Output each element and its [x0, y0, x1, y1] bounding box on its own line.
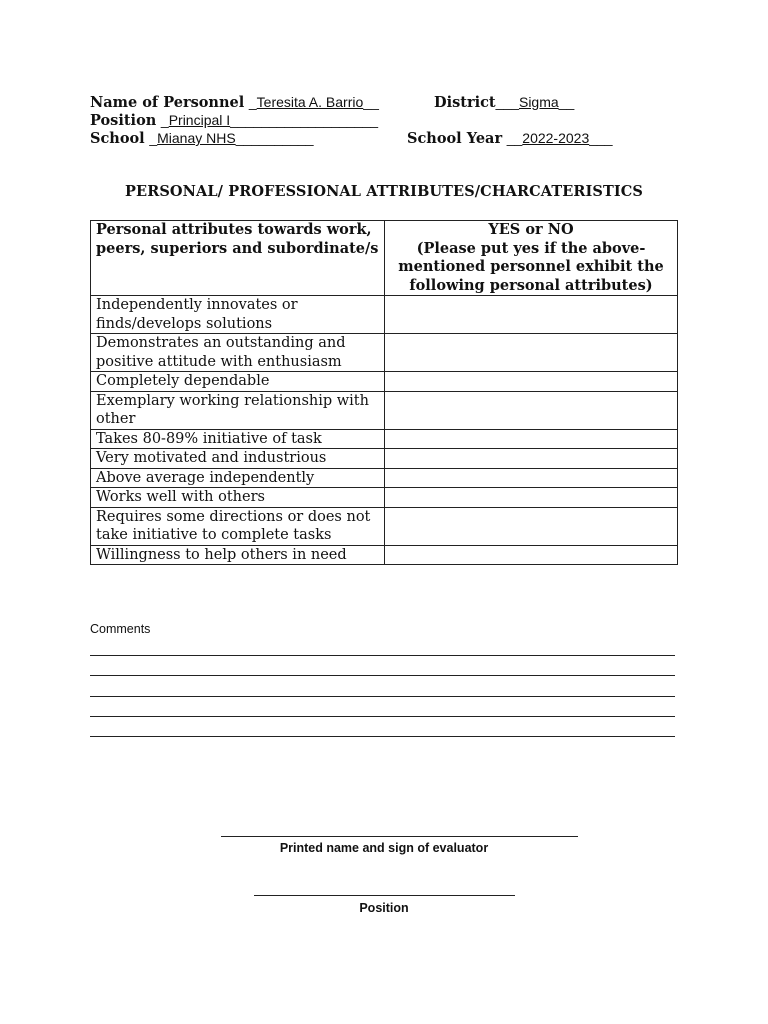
name-label: Name of Personnel — [90, 94, 245, 111]
school-year-label: School Year — [407, 130, 503, 147]
attribute-cell: Demonstrates an outstanding and positive attitude with enthusiasm — [91, 334, 385, 372]
evaluator-caption: Printed name and sign of evaluator — [279, 841, 489, 855]
attribute-cell: Completely dependable — [91, 372, 385, 392]
attribute-cell: Requires some directions or does not take initiative to complete tasks — [91, 507, 385, 545]
comment-line[interactable] — [90, 736, 675, 737]
header-row-school — [90, 129, 613, 147]
school-year-value[interactable]: __2022-2023___ — [506, 130, 613, 146]
table-row — [91, 296, 678, 334]
yes-no-answer-cell[interactable] — [385, 429, 678, 449]
yes-no-answer-cell[interactable] — [385, 391, 678, 429]
position-signature-line[interactable] — [254, 895, 515, 896]
school-label: School — [90, 130, 145, 147]
table-row — [91, 545, 678, 565]
yes-no-column-header — [385, 221, 678, 296]
yes-no-header-instruction: (Please put yes if the above-mentioned personnel exhibit the following personal attributes) — [398, 239, 664, 294]
attributes-table — [90, 220, 678, 565]
district-field — [434, 93, 574, 112]
attribute-cell: Exemplary working relationship with other — [91, 391, 385, 429]
comment-line[interactable] — [90, 716, 675, 717]
header-row-position — [90, 111, 379, 129]
attribute-cell: Above average independently — [91, 468, 385, 488]
district-label: District — [434, 94, 496, 111]
comment-line[interactable] — [90, 675, 675, 676]
name-value[interactable]: _Teresita A. Barrio__ — [248, 94, 379, 110]
attribute-cell: Takes 80-89% initiative of task — [91, 429, 385, 449]
table-header-row — [91, 221, 678, 296]
attribute-cell: Independently innovates or finds/develops solutions — [91, 296, 385, 334]
table-row — [91, 468, 678, 488]
yes-no-answer-cell[interactable] — [385, 507, 678, 545]
yes-no-header-title: YES or NO — [488, 221, 574, 238]
comments-label: Comments — [90, 622, 151, 636]
personnel-header — [90, 93, 613, 147]
table-row — [91, 372, 678, 392]
table-row — [91, 449, 678, 469]
school-year-field — [407, 129, 613, 148]
table-row — [91, 488, 678, 508]
school-value[interactable]: _Mianay NHS__________ — [149, 130, 314, 146]
attribute-cell: Works well with others — [91, 488, 385, 508]
table-row — [91, 507, 678, 545]
table-row — [91, 334, 678, 372]
comment-line[interactable] — [90, 655, 675, 656]
position-caption: Position — [359, 901, 409, 915]
district-value[interactable]: ___Sigma__ — [495, 94, 575, 110]
table-row — [91, 391, 678, 429]
yes-no-answer-cell[interactable] — [385, 334, 678, 372]
yes-no-answer-cell[interactable] — [385, 372, 678, 392]
yes-no-answer-cell[interactable] — [385, 296, 678, 334]
comment-line[interactable] — [90, 696, 675, 697]
position-label: Position — [90, 112, 157, 129]
yes-no-answer-cell[interactable] — [385, 449, 678, 469]
attribute-cell: Willingness to help others in need — [91, 545, 385, 565]
evaluator-signature-line[interactable] — [221, 836, 578, 837]
table-row — [91, 429, 678, 449]
form-title: PERSONAL/ PROFESSIONAL ATTRIBUTES/CHARCATERISTICS — [125, 183, 643, 200]
yes-no-answer-cell[interactable] — [385, 545, 678, 565]
attribute-cell: Very motivated and industrious — [91, 449, 385, 469]
attributes-column-header: Personal attributes towards work, peers, superiors and subordinate/s — [91, 221, 385, 296]
header-row-name — [90, 93, 575, 111]
yes-no-answer-cell[interactable] — [385, 488, 678, 508]
position-value[interactable]: _Principal I___________________ — [160, 112, 379, 128]
yes-no-answer-cell[interactable] — [385, 468, 678, 488]
